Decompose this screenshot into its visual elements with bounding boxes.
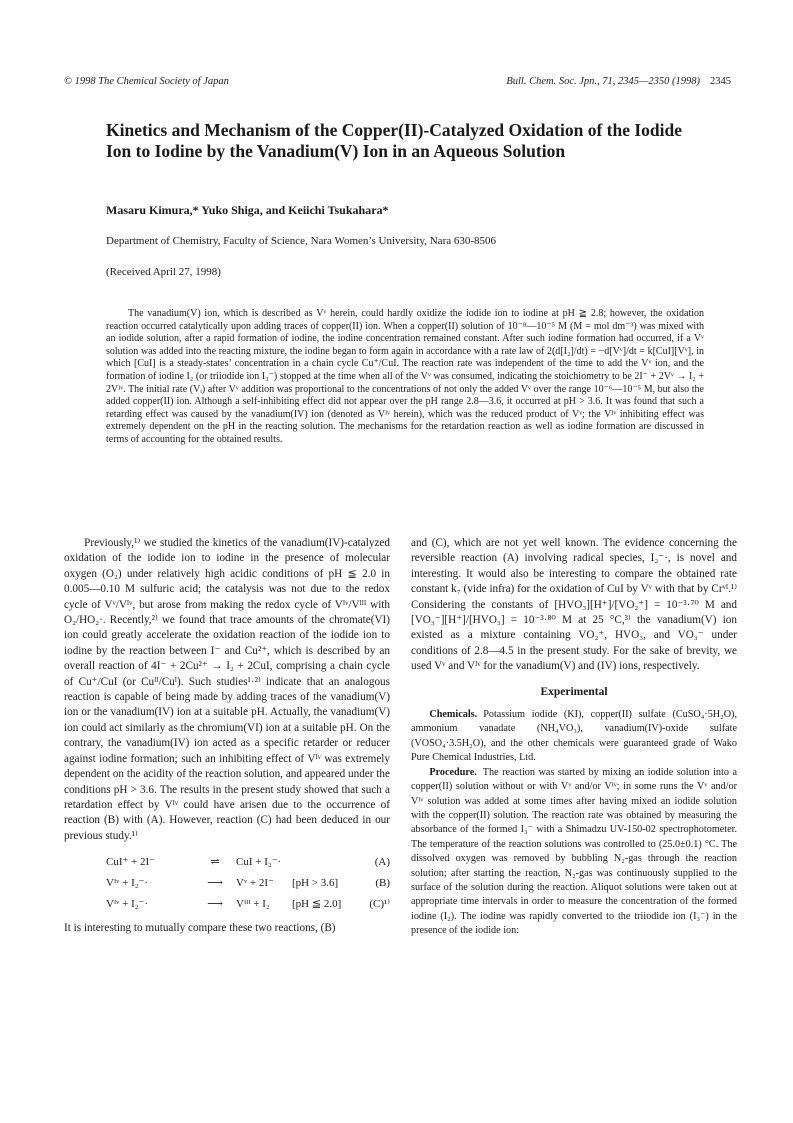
equation-lhs: Vᴵᵛ + I₂⁻· bbox=[106, 876, 149, 889]
received-date: (Received April 27, 1998) bbox=[106, 266, 221, 278]
equation-lhs: Vᴵᵛ + I₂⁻· bbox=[106, 897, 149, 910]
procedure-paragraph bbox=[411, 766, 737, 939]
equation-rhs: Vᴵᴵᴵ + I₂ bbox=[236, 897, 270, 910]
intro-paragraph: Previously,¹⁾ we studied the kinetics of the vanadium(IV)-catalyzed oxidation of the iodide ion to iodine in the presence of molecular oxygen (O₂) under relatively high acidic conditions of pH ≦ 2.0 in 0.005—0.10 M sulfuric acid; the catalysis was not due to the redox cycle of Vᵛ/Vᴵᵛ, but arose from making the redox cycle of Vᴵᵛ/Vᴵᴵᴵ with O₂/HO₂·. Recently,²⁾ we found that trace amounts of the chromate(VI) ion could greatly accelerate the oxidation reaction of the iodide ion to iodine by the reaction between I⁻ and Cu²⁺, which is described by an overall reaction of 4I⁻ + 2Cu²⁺ → I₂ + 2CuI, comprising a chain cycle of Cu⁺/CuI (or Cuᴵᴵ/Cuᴵ). Such studies¹·²⁾ indicate that an analogous reaction is capable of being made by adding traces of the vanadium(V) ion or the vanadium(IV) ion at a suitable pH. Actually, the vanadium(V) ion could act similarly as the chromium(VI) ion at a suitable pH. On the contrary, the vanadium(IV) ion acted as a specific retarder or reducer against iodine formation; such an inhibiting effect of Vᴵᵛ was extremely dependent on the acidity of the reaction solution, and appeared under the conditions pH > 3.6. The results in the present study showed that such a retardation effect by Vᴵᵛ could have arisen due to the occurrence of reaction (B) with (A). However, reaction (C) had been deduced in our previous study.¹⁾ bbox=[64, 537, 390, 842]
procedure-text: The reaction was started by mixing an iodide solution into a copper(II) solution without or with Vᵛ and/or Vᴵᵛ; in some runs the Vᵛ and/or Vᴵᵛ solution was added at some times after having mixed an iodide solution with the copper(II) solution. The reaction rate was obtained by measuring the absorbance of the formed I₃⁻ with a Shimadzu UV-150-02 spectrophotometer. The temperature of the reaction solutions was controlled to (25.0±0.1) °C. The dissolved oxygen was removed by bubbling N₂-gas through the reaction solution; after starting the reaction, N₂-gas was continuously supplied to the surface of the solution during the reaction. Aliquot solutions were taken out at appropriate time intervals in order to measure the concentration of the formed iodine (I₂). The iodine was rapidly converted to the triiodide ion (I₃⁻) in the presence of the iodide ion: bbox=[411, 766, 737, 937]
equation-c bbox=[64, 894, 390, 915]
abstract: The vanadium(V) ion, which is described as Vᵛ herein, could hardly oxidize the iodide ion to iodine at pH ≧ 2.8; however, the oxidation reaction occurred catalytically upon adding traces of copper(II) ion. When a copper(II) solution of 10⁻⁸—10⁻⁵ M (M = mol dm⁻³) was mixed with an iodide solution, after a rapid formation of iodine, the iodine concentration remained constant. After such iodine formation had occurred, if a Vᵛ solution was added into the reacting mixture, the iodine began to form again in accordance with a rate law of 2(d[I₂]/dt) = −d[Vᵛ]/dt = k[CuI][Vᵛ], in which [CuI] is a steady-states’ concentration in a chain cycle Cu⁺/CuI. The reaction rate was independent of the time to add the Vᵛ ion, and the formation of iodine I₂ (or triiodide ion I₃⁻) stopped at the time when all of the Vᵛ was consumed, indicating the stoichiometry to be 2I⁻ + 2Vᵛ → I₂ + 2Vᴵᵛ. The initial rate (Vᵢ) after Vᵛ addition was proportional to the concentrations of not only the added Vᵛ over the range 10⁻⁶—10⁻⁵ M, but also the added copper(II) ion. Although a self-inhibiting effect did not appear over the pH range 2.8—3.6, it occurred at pH > 3.6. It was found that such a retarding effect was caused by the vanadium(IV) ion (denoted as Vᴵᵛ herein), which was the reduced product of Vᵛ; the Vᴵᵛ inhibiting effect was extremely dependent on the pH in the reacting solution. The mechanisms for the retardation reaction as well as iodine formation are discussed in terms of accounting for the obtained results. bbox=[106, 308, 704, 445]
journal-citation bbox=[506, 76, 731, 87]
left-column bbox=[64, 536, 390, 937]
reaction-arrow: ⟶ bbox=[207, 897, 223, 910]
equation-rhs: CuI + I₂⁻· bbox=[236, 855, 282, 868]
article-title: Kinetics and Mechanism of the Copper(II)-Catalyzed Oxidation of the Iodide Ion to Iodine by the Vanadium(V) Ion in an Aqueous Solution bbox=[106, 120, 683, 161]
equation-b bbox=[64, 873, 390, 894]
equation-label: (C)¹⁾ bbox=[369, 897, 390, 910]
procedure-label: Procedure. bbox=[429, 766, 477, 778]
journal-copyright: © 1998 The Chemical Society of Japan bbox=[64, 76, 229, 87]
equation-condition: [pH ≦ 2.0] bbox=[292, 897, 342, 910]
author-list: Masaru Kimura,* Yuko Shiga, and Keiichi Tsukahara* bbox=[106, 203, 389, 217]
page-number: 2345 bbox=[710, 76, 731, 87]
equilibrium-arrow: ⇌ bbox=[210, 855, 220, 868]
equation-label: (B) bbox=[375, 876, 390, 889]
equation-lhs: CuI⁺ + 2I⁻ bbox=[106, 855, 155, 868]
equation-block bbox=[64, 852, 390, 915]
equation-a bbox=[64, 852, 390, 873]
continuation-paragraph: and (C), which are not yet well known. The evidence concerning the reversible reaction (A) involving radical species, I₂⁻·, is novel and interesting. It would also be interesting to compare the obtained rate constant k₇ (vide infra) for the oxidation of CuI by Vᵛ with that by Crᵛᴵ.¹⁾ Considering the constants of [HVO₃][H⁺]/[VO₂⁺] = 10⁻³·⁷⁰ M and [VO₃⁻][H⁺]/[HVO₃] = 10⁻³·⁸⁰ M at 25 °C,³⁾ the vanadium(V) ion existed as a mixture containing VO₂⁺, HVO₃, and VO₃⁻ under conditions of 2.8—4.5 in the present study. For the sake of brevity, we used Vᵛ and Vᴵᵛ for the vanadium(V) and (IV) ions, respectively. bbox=[411, 537, 737, 673]
citation-text: Bull. Chem. Soc. Jpn., 71, 2345—2350 (1998) bbox=[506, 76, 700, 87]
reaction-arrow: ⟶ bbox=[207, 876, 223, 889]
equation-rhs: Vᵛ + 2I⁻ bbox=[236, 876, 274, 889]
chemicals-label: Chemicals. bbox=[429, 709, 478, 721]
equation-label: (A) bbox=[374, 855, 390, 868]
affiliation: Department of Chemistry, Faculty of Science, Nara Women’s University, Nara 630-8506 bbox=[106, 235, 497, 247]
section-heading: Experimental bbox=[540, 685, 608, 698]
closing-paragraph: It is interesting to mutually compare these two reactions, (B) bbox=[64, 922, 336, 935]
chemicals-paragraph bbox=[411, 708, 737, 766]
equation-condition: [pH > 3.6] bbox=[292, 876, 339, 889]
right-column bbox=[411, 536, 737, 939]
chemicals-text: Potassium iodide (KI), copper(II) sulfate (CuSO₄·5H₂O), ammonium vanadate (NH₄VO₃), vanadium(IV)-oxide sulfate (VOSO₄·3.5H₂O), and the other chemicals were guaranteed grade of Wako Pure Chemical Industries, Ltd. bbox=[411, 709, 737, 764]
